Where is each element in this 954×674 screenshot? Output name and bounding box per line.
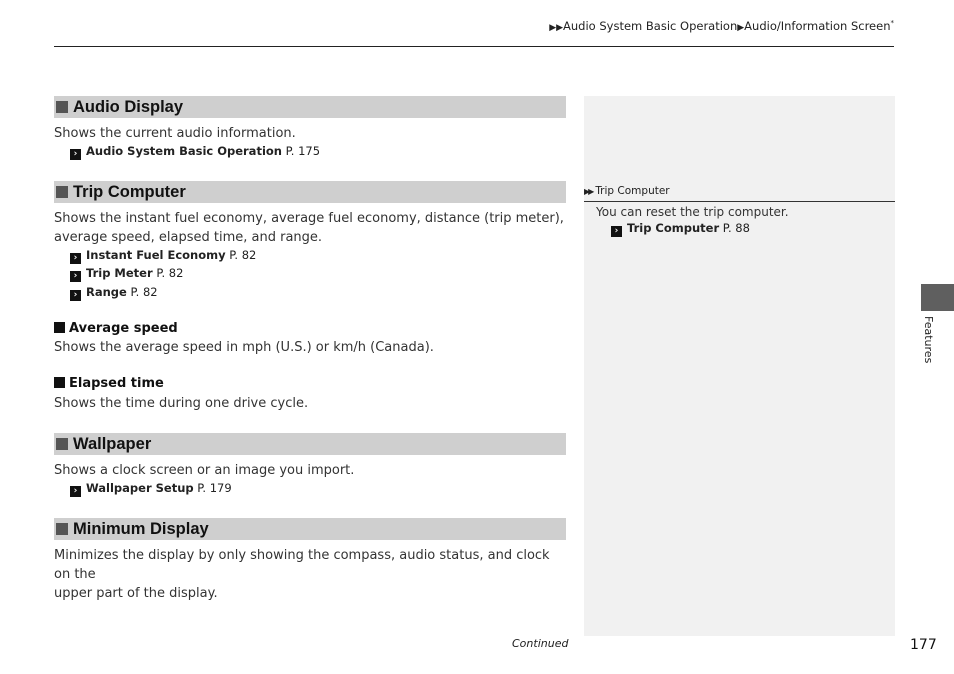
reference-arrow-icon: › [611,226,622,237]
reference-arrow-icon: › [70,253,81,264]
reference-arrow-icon: › [70,271,81,282]
section-heading-wallpaper: Wallpaper [54,433,566,455]
cross-reference[interactable]: › Audio System Basic Operation P. 175 [70,144,320,160]
section-heading-minimum-display: Minimum Display [54,518,566,540]
breadcrumb-item[interactable]: Audio/Information Screen [744,19,891,33]
continued-label: Continued [512,637,569,650]
reference-arrow-icon: › [70,290,81,301]
page-number: 177 [910,637,937,653]
section-heading-audio-display: Audio Display [54,96,566,118]
cross-reference[interactable]: › Trip Meter P. 82 [70,266,183,282]
side-note-panel [584,96,895,636]
section-text: Shows the instant fuel economy, average fuel economy, distance (trip meter), average speed, elapsed time, and range. [54,211,564,245]
square-bullet-icon [54,322,65,333]
side-note-rule [584,201,895,202]
chapter-tab[interactable] [921,284,954,311]
side-note-text: You can reset the trip computer. [596,205,789,219]
note-arrow-icon: ▶▶ [584,187,593,196]
square-bullet-icon [56,523,68,535]
cross-reference[interactable]: › Instant Fuel Economy P. 82 [70,248,256,264]
subsection-text: Shows the average speed in mph (U.S.) or km/h (Canada). [54,340,434,355]
subsection-heading: Elapsed time [54,376,164,391]
section-text: Minimizes the display by only showing the compass, audio status, and clock on the upper part of the display. [54,548,550,601]
square-bullet-icon [56,438,68,450]
side-note-reference[interactable]: › Trip Computer P. 88 [611,221,750,237]
asterisk-mark: * [890,19,894,28]
reference-arrow-icon: › [70,149,81,160]
square-bullet-icon [56,186,68,198]
section-heading-trip-computer: Trip Computer [54,181,566,203]
breadcrumb-item[interactable]: Audio System Basic Operation [563,19,738,33]
subsection-heading: Average speed [54,321,178,336]
cross-reference[interactable]: › Wallpaper Setup P. 179 [70,481,232,497]
chapter-tab-label: Features [922,316,935,364]
triangle-icon: ▶ [737,23,745,33]
subsection-text: Shows the time during one drive cycle. [54,396,309,411]
side-note-title: ▶▶ Trip Computer [584,185,670,197]
breadcrumb [549,19,894,33]
section-text: Shows the current audio information. [54,126,296,141]
square-bullet-icon [56,101,68,113]
square-bullet-icon [54,377,65,388]
section-text: Shows a clock screen or an image you import. [54,463,355,478]
double-triangle-icon: ▶▶ [549,23,564,33]
header-rule [54,46,894,47]
reference-arrow-icon: › [70,486,81,497]
cross-reference[interactable]: › Range P. 82 [70,285,158,301]
